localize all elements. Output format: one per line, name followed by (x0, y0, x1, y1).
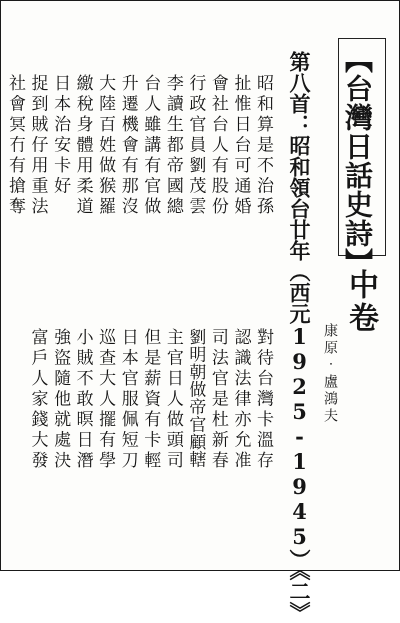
poem-line: 升遷機會有那沒 (117, 74, 138, 218)
poem-line: 對待台灣卡溫存 (253, 328, 273, 472)
poem-line: 扯惟日台可通婚 (230, 74, 251, 218)
poem-line: 但是薪資有卡輕 (140, 328, 161, 472)
poem-line: 昭和算是不治孫 (253, 74, 273, 218)
poem-line: 巡查大人擺有學 (95, 328, 116, 472)
poem-line: 會社台人有股份 (207, 74, 228, 218)
chapter-heading: 第八首：昭和領台廿年（西元1925-1945）《二》 (287, 51, 312, 623)
poem-line: 社會冥冇有搶奪 (5, 74, 25, 218)
poem-line: 行政官員劉茂雲 (185, 74, 206, 218)
poem-line: 台人雖講有官做 (140, 74, 161, 218)
poem-line: 李讀生都帝國總 (162, 74, 183, 218)
author-name: 康原‧盧鴻夫 (322, 323, 338, 425)
poem-line: 捉到賊仔用重法 (27, 74, 48, 218)
poem-line: 日本治安卡好 (50, 74, 71, 197)
poem-line: 認識法律亦允准 (230, 328, 251, 472)
poem-line: 小賊不敢暝日潛 (72, 328, 93, 472)
poem-line: 強盜隨他就處決 (50, 328, 71, 472)
poem-line: 富戶人家錢大發 (27, 328, 48, 472)
poem-line: 日本官服佩短刀 (117, 328, 138, 472)
poem-line: 劉明朝做帝官顧轄 (185, 328, 206, 468)
poem-line: 主官日人做頭司 (162, 328, 183, 472)
series-title: 【台灣日話史詩】 (341, 45, 374, 277)
poem-line: 大陸百姓做猴羅 (95, 74, 116, 218)
volume-label: 中卷 (343, 269, 378, 335)
poem-line: 繳稅身體用柔道 (72, 74, 93, 218)
poem-line: 司法官是杜新春 (207, 328, 228, 472)
